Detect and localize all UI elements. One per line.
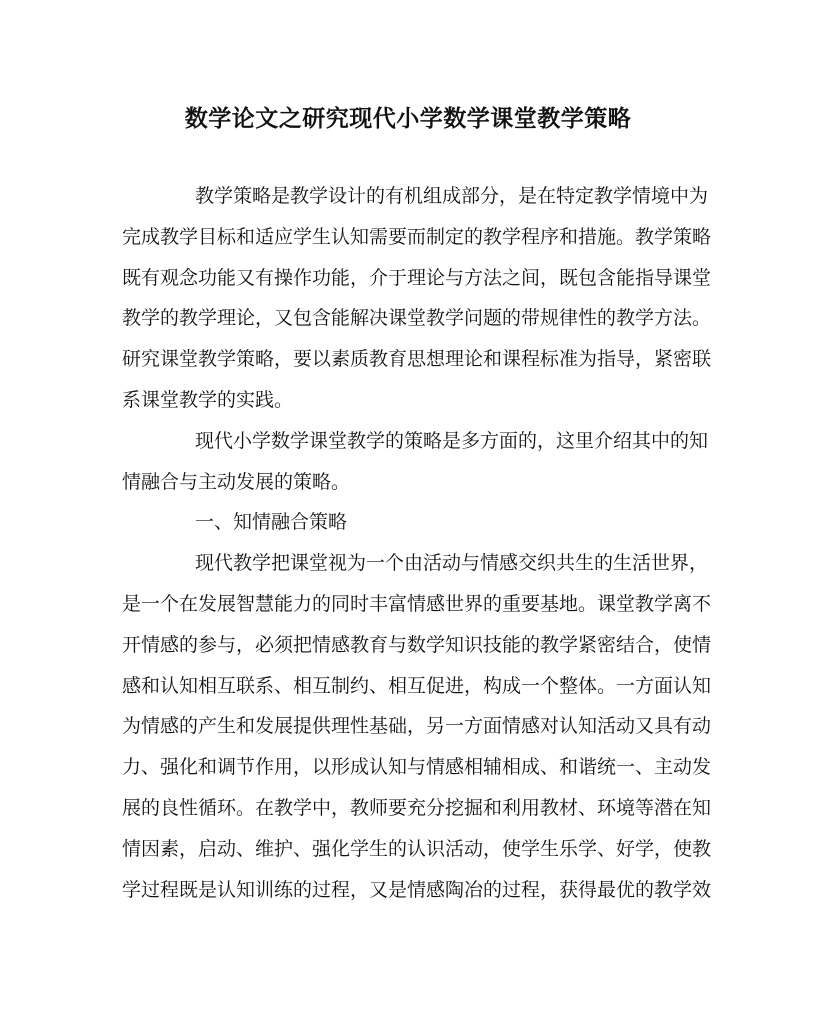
section-heading: 一、知情融合策略: [195, 511, 348, 534]
paragraph-line: 教学的教学理论，又包含能解决课堂教学问题的带规律性的教学方法。: [122, 307, 712, 330]
paragraph-line: 学过程既是认知训练的过程，又是情感陶冶的过程，获得最优的教学效: [122, 878, 712, 901]
paragraph-line: 情因素，启动、维护、强化学生的认识活动，使学生乐学、好学，使教: [122, 837, 712, 860]
paragraph-line: 教学策略是教学设计的有机组成部分，是在特定教学情境中为: [195, 185, 709, 207]
document-body: [122, 176, 712, 910]
paragraph-line: 现代小学数学课堂教学的策略是多方面的，这里介绍其中的知: [195, 429, 709, 452]
paragraph-line: 现代教学把课堂视为一个由活动与情感交织共生的生活世界，: [195, 552, 709, 575]
document-title: 数学论文之研究现代小学数学课堂教学策略: [184, 105, 632, 132]
paragraph-line: 开情感的参与，必须把情感教育与数学知识技能的教学紧密结合，使情: [122, 633, 712, 656]
paragraph-line: 为情感的产生和发展提供理性基础，另一方面情感对认知活动又具有动: [122, 715, 712, 738]
paragraph-line: 情融合与主动发展的策略。: [122, 470, 351, 493]
paragraph-line: 研究课堂教学策略，要以素质教育思想理论和课程标准为指导，紧密联: [122, 348, 712, 371]
paragraph-line: 系课堂教学的实践。: [122, 388, 294, 411]
paragraph-line: 展的良性循环。在教学中，教师要充分挖掘和利用教材、环境等潜在知: [122, 796, 712, 819]
paragraph-line: 感和认知相互联系、相互制约、相互促进，构成一个整体。一方面认知: [122, 674, 712, 697]
paragraph-line: 力、强化和调节作用，以形成认知与情感相辅相成、和谐统一、主动发: [122, 756, 712, 779]
paragraph-line: 既有观念功能又有操作功能，介于理论与方法之间，既包含能指导课堂: [122, 266, 712, 289]
paragraph-line: 是一个在发展智慧能力的同时丰富情感世界的重要基地。课堂教学离不: [122, 592, 712, 615]
paragraph-line: 完成教学目标和适应学生认知需要而制定的教学程序和措施。教学策略: [122, 225, 712, 248]
